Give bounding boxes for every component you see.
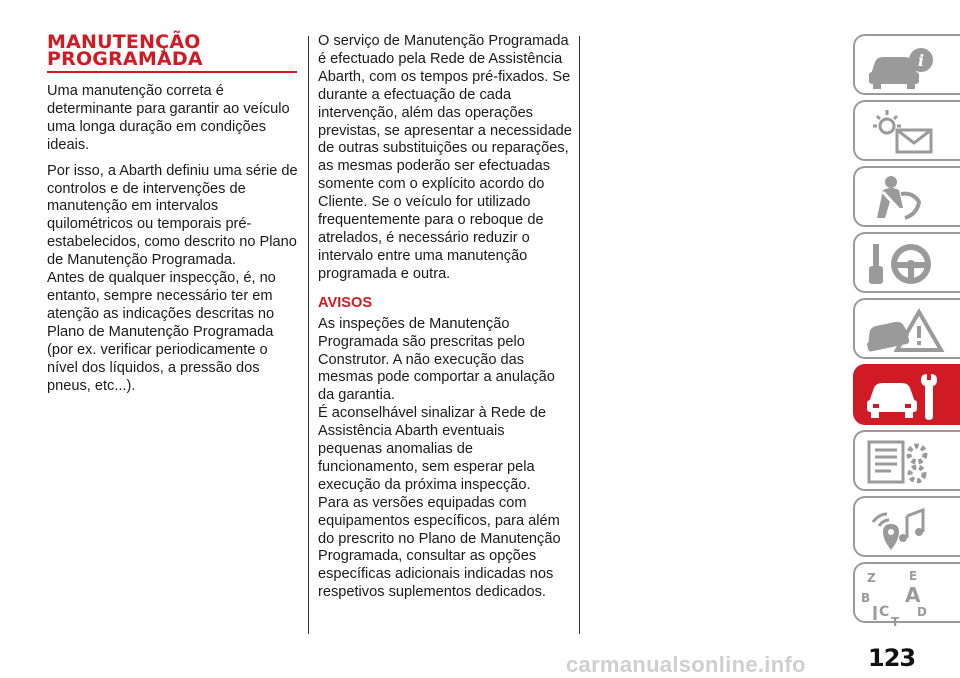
title-line-1: MANUTENÇÃO: [47, 31, 201, 53]
index-letter: Z: [867, 571, 876, 585]
warning-lights-icon: [861, 106, 951, 158]
watermark: carmanualsonline.info: [566, 652, 806, 677]
abarth-paragraph: Por isso, a Abarth definiu uma série de controlos e de intervenções de manutenção em intervalos quilométricos ou temporais pré-estabelecidos, como descrito no Plano de Manutenção Programada.: [47, 162, 298, 269]
starting-driving-icon: [861, 238, 951, 290]
tab-multimedia[interactable]: [853, 496, 960, 557]
emergency-icon: [861, 304, 951, 356]
index-letter: T: [891, 615, 900, 628]
safety-icon: [861, 172, 951, 224]
tab-technical-data[interactable]: [853, 430, 960, 491]
service-paragraph: O serviço de Manutenção Programada é efectuado pela Rede de Assistência Abarth, com os tempos pré-fixados. Se durante a efectuação de cada intervenção, além das operações previstas, se apresentar a necessidade de outras substituições ou reparações, as mesmas poderão ser efectuadas somente com o explícito acordo do Cliente. Se o veículo for utilizado frequentemente para o reboque de atrelados, é necessário reduzir o intervalo entre uma manutenção programada e outra.: [318, 33, 572, 282]
tab-safety[interactable]: [853, 166, 960, 227]
intro-paragraph: Uma manutenção correta é determinante para garantir ao veículo uma longa duração em condições ideais.: [47, 83, 290, 153]
title-underline: [47, 71, 297, 73]
avisos-heading: AVISOS: [318, 294, 373, 311]
tab-car-info[interactable]: [853, 34, 960, 95]
avisos-paragraph-1: As inspeções de Manutenção Programada são prescritas pelo Construtor. A não execução das mesmas pode comportar a anulação da garantia.: [318, 315, 555, 404]
right-column: [318, 0, 572, 602]
column-divider-right: [579, 36, 580, 634]
tab-index[interactable]: [853, 562, 960, 628]
index-letter: C: [879, 604, 890, 620]
page-title: [47, 31, 299, 70]
avisos-paragraph-2: É aconselhável sinalizar à Rede de Assistência Abarth eventuais pequenas anomalias de funcionamento, sem esperar pela execução da próxima inspecção.: [318, 405, 546, 493]
column-divider-left: [308, 36, 309, 634]
page-number: 123: [868, 644, 916, 672]
car-info-icon: [861, 40, 951, 92]
index-icon: [861, 568, 951, 628]
index-letter: A: [905, 583, 921, 607]
tab-warning-lights[interactable]: [853, 100, 960, 161]
maintenance-icon: [861, 370, 951, 422]
inspection-paragraph: Antes de qualquer inspecção, é, no entanto, sempre necessário ter em atenção as indicações descritas no Plano de Manutenção Programada (por ex. verificar periodicamente o nível dos líquidos, a pressão dos pneus, etc...).: [47, 270, 276, 394]
title-line-2: PROGRAMADA: [47, 48, 203, 70]
technical-data-icon: [861, 436, 951, 488]
index-letter: B: [861, 591, 871, 605]
avisos-paragraph-3: Para as versões equipadas com equipamentos específicos, para além do prescrito no Plano de Manutenção Programada, consultar as opções específicas adicionais indicadas nos respetivos suplementos dedicados.: [318, 494, 561, 601]
tab-maintenance[interactable]: [853, 364, 960, 425]
left-column: [47, 0, 299, 395]
multimedia-icon: [861, 502, 951, 554]
tab-emergency[interactable]: [853, 298, 960, 359]
tab-starting-driving[interactable]: [853, 232, 960, 293]
index-letter: D: [917, 605, 927, 619]
svg-text:i: i: [917, 51, 925, 70]
index-letter: E: [909, 569, 918, 583]
